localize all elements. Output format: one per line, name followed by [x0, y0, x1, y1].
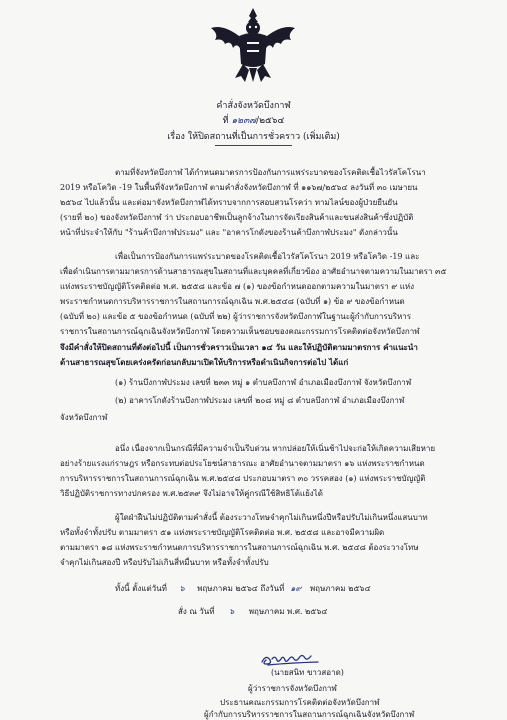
order-subject: เรื่อง ให้ปิดสถานที่เป็นการชั่วคราว (เพิ่มเติม) — [167, 132, 340, 142]
paragraph-line: อย่างร้ายแรงแก่ราษฎร หรือกระทบต่อประโยชน์สาธารณะ อาศัยอำนาจตามมาตรา ๑๖ แห่งพระราชกำหนด — [60, 459, 425, 468]
paragraph-line: หรือทั้งจำทั้งปรับ ตามมาตรา ๕๑ แห่งพระราชบัญญัติโรคติดต่อ พ.ศ. ๒๕๕๘ และอาจมีความผิด — [60, 528, 385, 537]
handwritten-signature — [258, 649, 328, 669]
paragraph-line: เพื่อเป็นการป้องกันการแพร่ระบาดของโรคติดเชื้อไวรัสโคโรนา 2019 หรือโควิด -19 และ — [115, 252, 420, 261]
place-item: (๑) ร้านบึงกาฬประมง เลขที่ ๒๓๓ หมู่ ๑ ตำบลบึงกาฬ อำเภอเมืองบึงกาฬ จังหวัดบึงกาฬ — [115, 378, 412, 387]
signatory-name: (นายสนิท ขาวสอาด) — [271, 668, 344, 677]
paragraph-line: ๒๕๖๔ ไปแล้วนั้น และต่อมาจังหวัดบึงกาฬได้ทราบจากการสอบสวนโรคว่า ทามไลน์ของผู้ป่วยยืนยัน — [60, 198, 398, 207]
number-suffix: /๒๕๖๔ — [256, 116, 285, 126]
order-day: ๖ — [229, 607, 235, 616]
number-prefix: ที่ — [222, 116, 229, 126]
paragraph-line: จำคุกไม่เกินสองปี หรือปรับไม่เกินสี่หมื่นบาท หรือทั้งจำทั้งปรับ — [60, 558, 269, 567]
effective-end-day: ๑๙ — [290, 584, 302, 593]
paragraph-line: ตามมาตรา ๑๘ แห่งพระราชกำหนดการบริหารราชการในสถานการณ์ฉุกเฉิน พ.ศ. ๒๕๔๘ ต้องระวางโทษ — [60, 543, 419, 552]
order-directive-line: ด้านสาธารณสุขโดยเคร่งครัดก่อนกลับมาเปิดให้บริการหรือดำเนินกิจการต่อไป ได้แก่ — [60, 357, 349, 367]
place-item-tail: จังหวัดบึงกาฬ — [60, 413, 108, 422]
paragraph-line: พระราชกำหนดการบริหารราชการในสถานการณ์ฉุกเฉิน พ.ศ.๒๕๔๘ (ฉบับที่ ๑) ข้อ ๙ ของข้อกำหนด — [60, 297, 405, 306]
order-number — [0, 113, 507, 127]
garuda-emblem-icon — [209, 6, 297, 84]
paragraph-line: แห่งพระราชบัญญัติโรคติดต่อ พ.ศ. ๒๕๕๘ และข้อ ๗ (๑) ของข้อกำหนดออกตามความในมาตรา ๙ แห่ง — [60, 282, 415, 291]
paragraph-line: (ฉบับที่ ๒๐) และข้อ ๕ ของข้อกำหนด (ฉบับที่ ๒๒) ผู้ว่าราชการจังหวัดบึงกาฬในฐานะผู้กำกับการบริหาร — [60, 312, 412, 321]
order-date: สั่ง ณ วันที่ ๖ พฤษภาคม พ.ศ. ๒๕๖๔ — [178, 607, 328, 616]
order-directive-line: จึงมีคำสั่งให้ปิดสถานที่ดังต่อไปนี้ เป็นการชั่วคราวเป็นเวลา ๑๔ วัน และให้ปฏิบัติตามมาตรการ คำแนะนำ — [60, 342, 418, 352]
effective-start-day: ๖ — [179, 584, 185, 593]
paragraph-line: ตามที่จังหวัดบึงกาฬ ได้กำหนดมาตรการป้องกันการแพร่ระบาดของโรคติดเชื้อไวรัสโคโรนา — [115, 168, 426, 177]
paragraph-line: วิธีปฏิบัติราชการทางปกครอง พ.ศ.๒๕๓๙ จึงไม่อาจให้คู่กรณีใช้สิทธิโต้แย้งได้ — [60, 489, 323, 498]
place-item: (๒) อาคารโกดังร้านบึงกาฬประมง เลขที่ ๒๐๘ หมู่ ๘ ตำบลบึงกาฬ อำเภอเมืองบึงกาฬ — [115, 396, 405, 405]
paragraph-line: 2019 หรือโควิด -19 ในพื้นที่จังหวัดบึงกาฬ ตามคำสั่งจังหวัดบึงกาฬ ที่ ๑๑๖๗/๒๕๖๔ ลงวันที่ ๓๐ เมษายน — [60, 183, 418, 192]
paragraph-line: เพื่อดำเนินการตามมาตรการด้านสาธารณสุขในสถานที่และบุคคลที่เกี่ยวข้อง อาศัยอำนาจตามความในมาตรา ๓๕ — [60, 267, 447, 276]
number-handwritten: ๑๒๓๗ — [231, 116, 257, 126]
effective-dates: ทั้งนี้ ตั้งแต่วันที่ ๖ พฤษภาคม ๒๕๖๔ ถึงวันที่ ๑๙ พฤษภาคม ๒๕๖๔ — [115, 584, 371, 593]
paragraph-line: ผู้ใดฝ่าฝืนไม่ปฏิบัติตามคำสั่งนี้ ต้องระวางโทษจำคุกไม่เกินหนึ่งปีหรือปรับไม่เกินหนึ่งแสนบาท — [115, 513, 428, 522]
heading-divider — [215, 145, 292, 146]
signatory-position: ผู้ว่าราชการจังหวัดบึงกาฬ — [248, 684, 337, 693]
paragraph-line: หน้าที่ประจำให้กับ "ร้านค้าบึงกาฬประมง" และ "อาคารโกดังของร้านค้าบึงกาฬประมง" ดังกล่าวนั้น — [60, 228, 398, 237]
paragraph-line: อนึ่ง เนื่องจากเป็นกรณีที่มีความจำเป็นรีบด่วน หากปล่อยให้เนิ่นช้าไปจะก่อให้เกิดความเสียหาย — [115, 444, 436, 453]
signatory-position: ผู้กำกับการบริหารราชการในสถานการณ์ฉุกเฉินจังหวัดบึงกาฬ — [204, 710, 415, 719]
paragraph-line: (รายที่ ๒๐) ของจังหวัดบึงกาฬ ว่า ประกอบอาชีพเป็นลูกจ้างในการจัดเรียงสินค้าและขนส่งสินค้าซึ่งปฏิบัติ — [60, 213, 414, 222]
paragraph-line: ราชการในสถานการณ์ฉุกเฉินจังหวัดบึงกาฬ โดยความเห็นชอบของคณะกรรมการโรคติดต่อจังหวัดบึงกาฬ — [60, 327, 420, 336]
signatory-position: ประธานคณะกรรมการโรคติดต่อจังหวัดบึงกาฬ — [220, 698, 380, 707]
paragraph-line: การบริหารราชการในสถานการณ์ฉุกเฉิน พ.ศ.๒๕๔๘ ประกอบมาตรา ๓๐ วรรคสอง (๑) แห่งพระราชบัญญัติ — [60, 474, 426, 483]
order-title: คำสั่งจังหวัดบึงกาฬ — [216, 101, 291, 111]
